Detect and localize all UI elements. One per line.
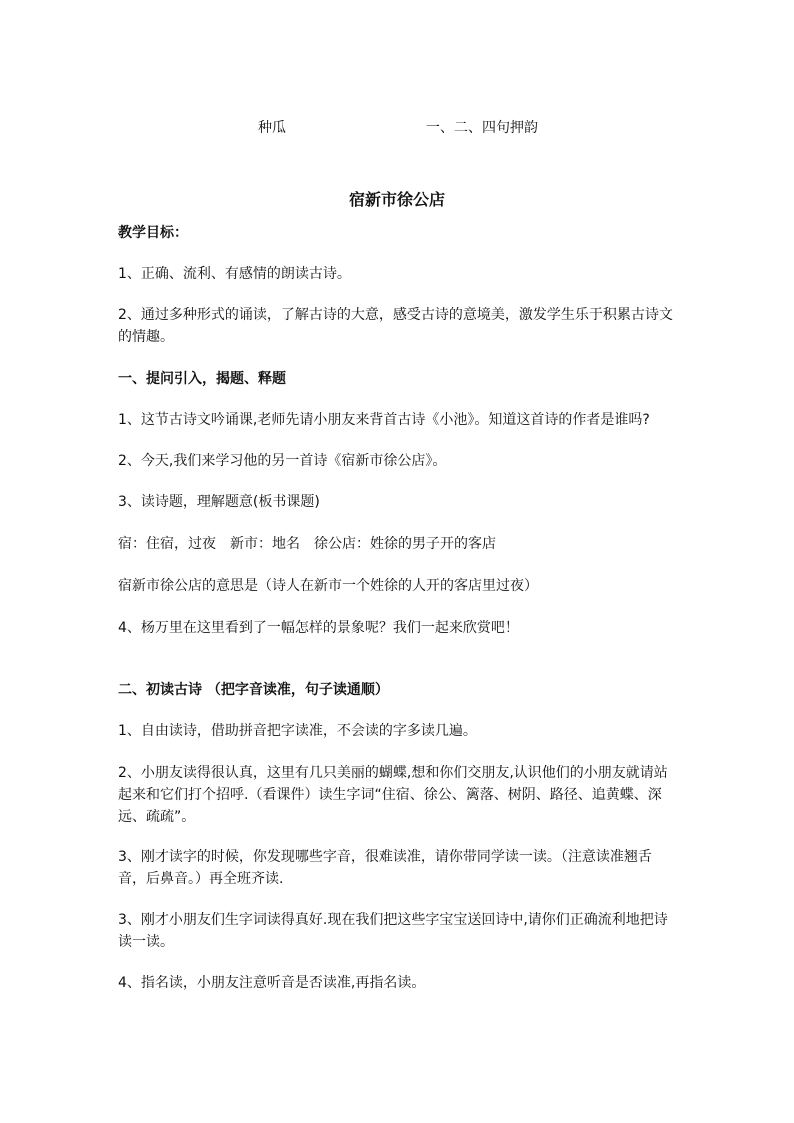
section-1-paragraph-5: 宿新市徐公店的意思是（诗人在新市一个姓徐的人开的客店里过夜）	[118, 578, 538, 594]
section-2-heading: 二、初读古诗 （把字音读准，句子读通顺）	[118, 682, 389, 698]
document-title: 宿新市徐公店	[348, 190, 445, 209]
goals-heading: 教学目标：	[118, 225, 188, 241]
section-1-paragraph-2: 2、今天,我们来学习他的另一首诗《宿新市徐公店》。	[118, 453, 447, 469]
section-2-paragraph-1: 1、自由读诗，借助拼音把字读准，不会读的字多读几遍。	[118, 723, 477, 739]
section-1-paragraph-4: 宿：住宿，过夜 新市：地名 徐公店：姓徐的男子开的客店	[118, 536, 496, 552]
section-1-paragraph-1: 1、这节古诗文吟诵课,老师先请小朋友来背首古诗《小池》。知道这首诗的作者是谁吗?	[118, 412, 650, 428]
goal-item-1: 1、正确、流利、有感情的朗读古诗。	[118, 266, 351, 282]
section-2-paragraph-4: 3、刚才小朋友们生字词读得真好.现在我们把这些字宝宝送回诗中,请你们正确流利地把诗读一读。	[118, 912, 668, 950]
section-1-paragraph-6: 4、杨万里在这里看到了一幅怎样的景象呢？我们一起来欣赏吧！	[118, 620, 519, 636]
section-2-paragraph-3: 3、刚才读字的时候，你发现哪些字音，很难读准，请你带同学读一读。（注意读准翘舌音，后鼻音。）再全班齐读.	[118, 849, 652, 887]
goal-item-2: 2、通过多种形式的诵读，了解古诗的大意，感受古诗的意境美，激发学生乐于积累古诗文的情趣。	[118, 307, 673, 345]
header-left-text: 种瓜	[258, 120, 286, 136]
section-2-paragraph-2: 2、小朋友读得很认真，这里有几只美丽的蝴蝶,想和你们交朋友,认识他们的小朋友就请站起来和它们打个招呼.（看课件）读生字词“住宿、徐公、篱落、树阴、路径、追黄蝶、深远、疏疏”。	[118, 765, 668, 825]
section-1-paragraph-3: 3、读诗题，理解题意(板书课题)	[118, 494, 320, 510]
section-2-paragraph-5: 4、指名读，小朋友注意听音是否读准,再指名读。	[118, 975, 426, 991]
section-1-heading: 一、提问引入，揭题、释题	[118, 371, 286, 387]
header-right-text: 一、二、四句押韵	[426, 120, 538, 136]
